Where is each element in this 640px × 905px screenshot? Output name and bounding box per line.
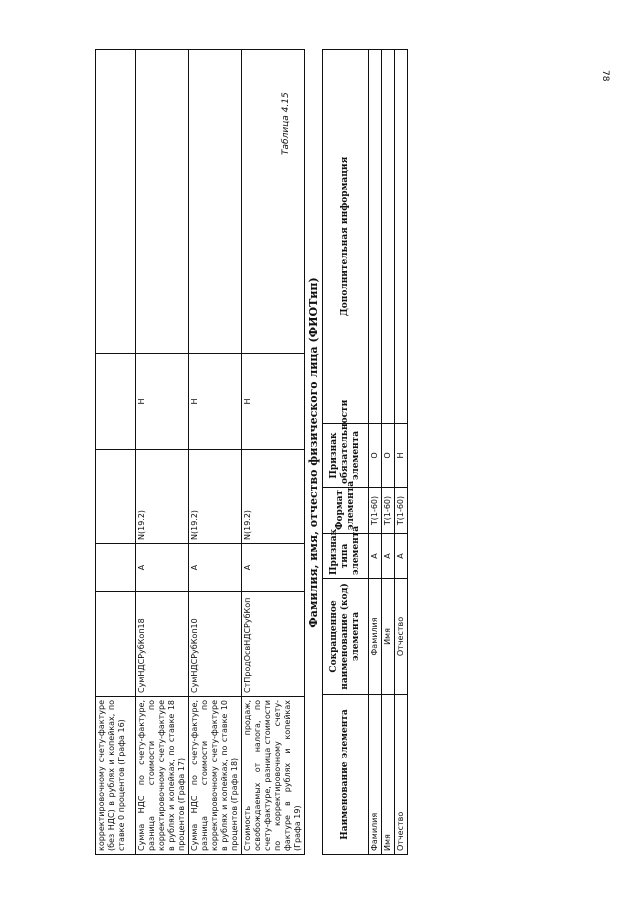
table-row <box>96 50 136 855</box>
table-row <box>369 50 382 855</box>
element-info <box>242 50 305 354</box>
table-caption: Фамилия, имя, отчество физического лица (ФИОТип) <box>307 277 320 628</box>
element-type: А <box>136 544 189 592</box>
row-required: О <box>382 424 395 488</box>
element-description: Стоимость продаж, освобождаемых от налога, по счету-фактуре, разница стоимости по корректировочному счету-фактуре в рублях и копейках (Графа 19) <box>242 697 305 855</box>
row-name: Отчество <box>395 695 408 855</box>
element-required: Н <box>189 354 242 450</box>
element-type: А <box>242 544 305 592</box>
element-code: СумНДСРубКоп10 <box>189 592 242 697</box>
row-type: А <box>395 534 408 579</box>
row-type: А <box>369 534 382 579</box>
header-name: Наименование элемента <box>323 695 369 855</box>
row-name: Имя <box>382 695 395 855</box>
fio-table <box>322 49 408 855</box>
header-format: Формат элемента <box>323 488 369 534</box>
row-code: Имя <box>382 579 395 695</box>
table-row <box>242 50 305 855</box>
element-format: N(19.2) <box>242 450 305 544</box>
element-code: СумНДСРубКоп18 <box>136 592 189 697</box>
row-required: Н <box>395 424 408 488</box>
header-info: Дополнительная информация <box>323 50 369 424</box>
element-format: N(19.2) <box>136 450 189 544</box>
element-info <box>189 50 242 354</box>
element-required: Н <box>136 354 189 450</box>
element-code <box>96 592 136 697</box>
row-info <box>369 50 382 424</box>
row-format: T(1-60) <box>382 488 395 534</box>
row-type: А <box>382 534 395 579</box>
element-format: N(19.2) <box>189 450 242 544</box>
table-row <box>395 50 408 855</box>
row-format: T(1-60) <box>395 488 408 534</box>
row-format: T(1-60) <box>369 488 382 534</box>
row-info <box>382 50 395 424</box>
header-code: Сокращенное наименование (код) элемента <box>323 579 369 695</box>
element-required: Н <box>242 354 305 450</box>
element-info <box>136 50 189 354</box>
element-info <box>96 50 136 354</box>
element-code: СтПродОсвНДСРубКоп <box>242 592 305 697</box>
table-number: Таблица 4.15 <box>281 92 291 155</box>
element-description: корректировочному счету-фактуре (без НДС) в рублях и копейках, по ставке 0 процентов (Графа 16) <box>96 697 136 855</box>
element-type: А <box>189 544 242 592</box>
table-row <box>382 50 395 855</box>
row-name: Фамилия <box>369 695 382 855</box>
element-required <box>96 354 136 450</box>
table-row <box>189 50 242 855</box>
element-description: Сумма НДС по счету-фактуре, разница стоимости по корректировочному счету-фактуре в рублях и копейках, по ставке 10 процентов (Графа 18) <box>189 697 242 855</box>
table-row <box>136 50 189 855</box>
table-header-row <box>323 50 369 855</box>
page-number: 78 <box>600 70 610 82</box>
continuation-table <box>95 49 305 855</box>
header-type: Признак типа элемента <box>323 534 369 579</box>
element-description: Сумма НДС по счету-фактуре, разница стоимости по корректировочному счету-фактуре в рублях и копейках, по ставке 18 процентов (Графа 17) <box>136 697 189 855</box>
row-code: Фамилия <box>369 579 382 695</box>
element-type <box>96 544 136 592</box>
row-code: Отчество <box>395 579 408 695</box>
header-required: Признак обязательности элемента <box>323 424 369 488</box>
row-info <box>395 50 408 424</box>
row-required: О <box>369 424 382 488</box>
element-format <box>96 450 136 544</box>
